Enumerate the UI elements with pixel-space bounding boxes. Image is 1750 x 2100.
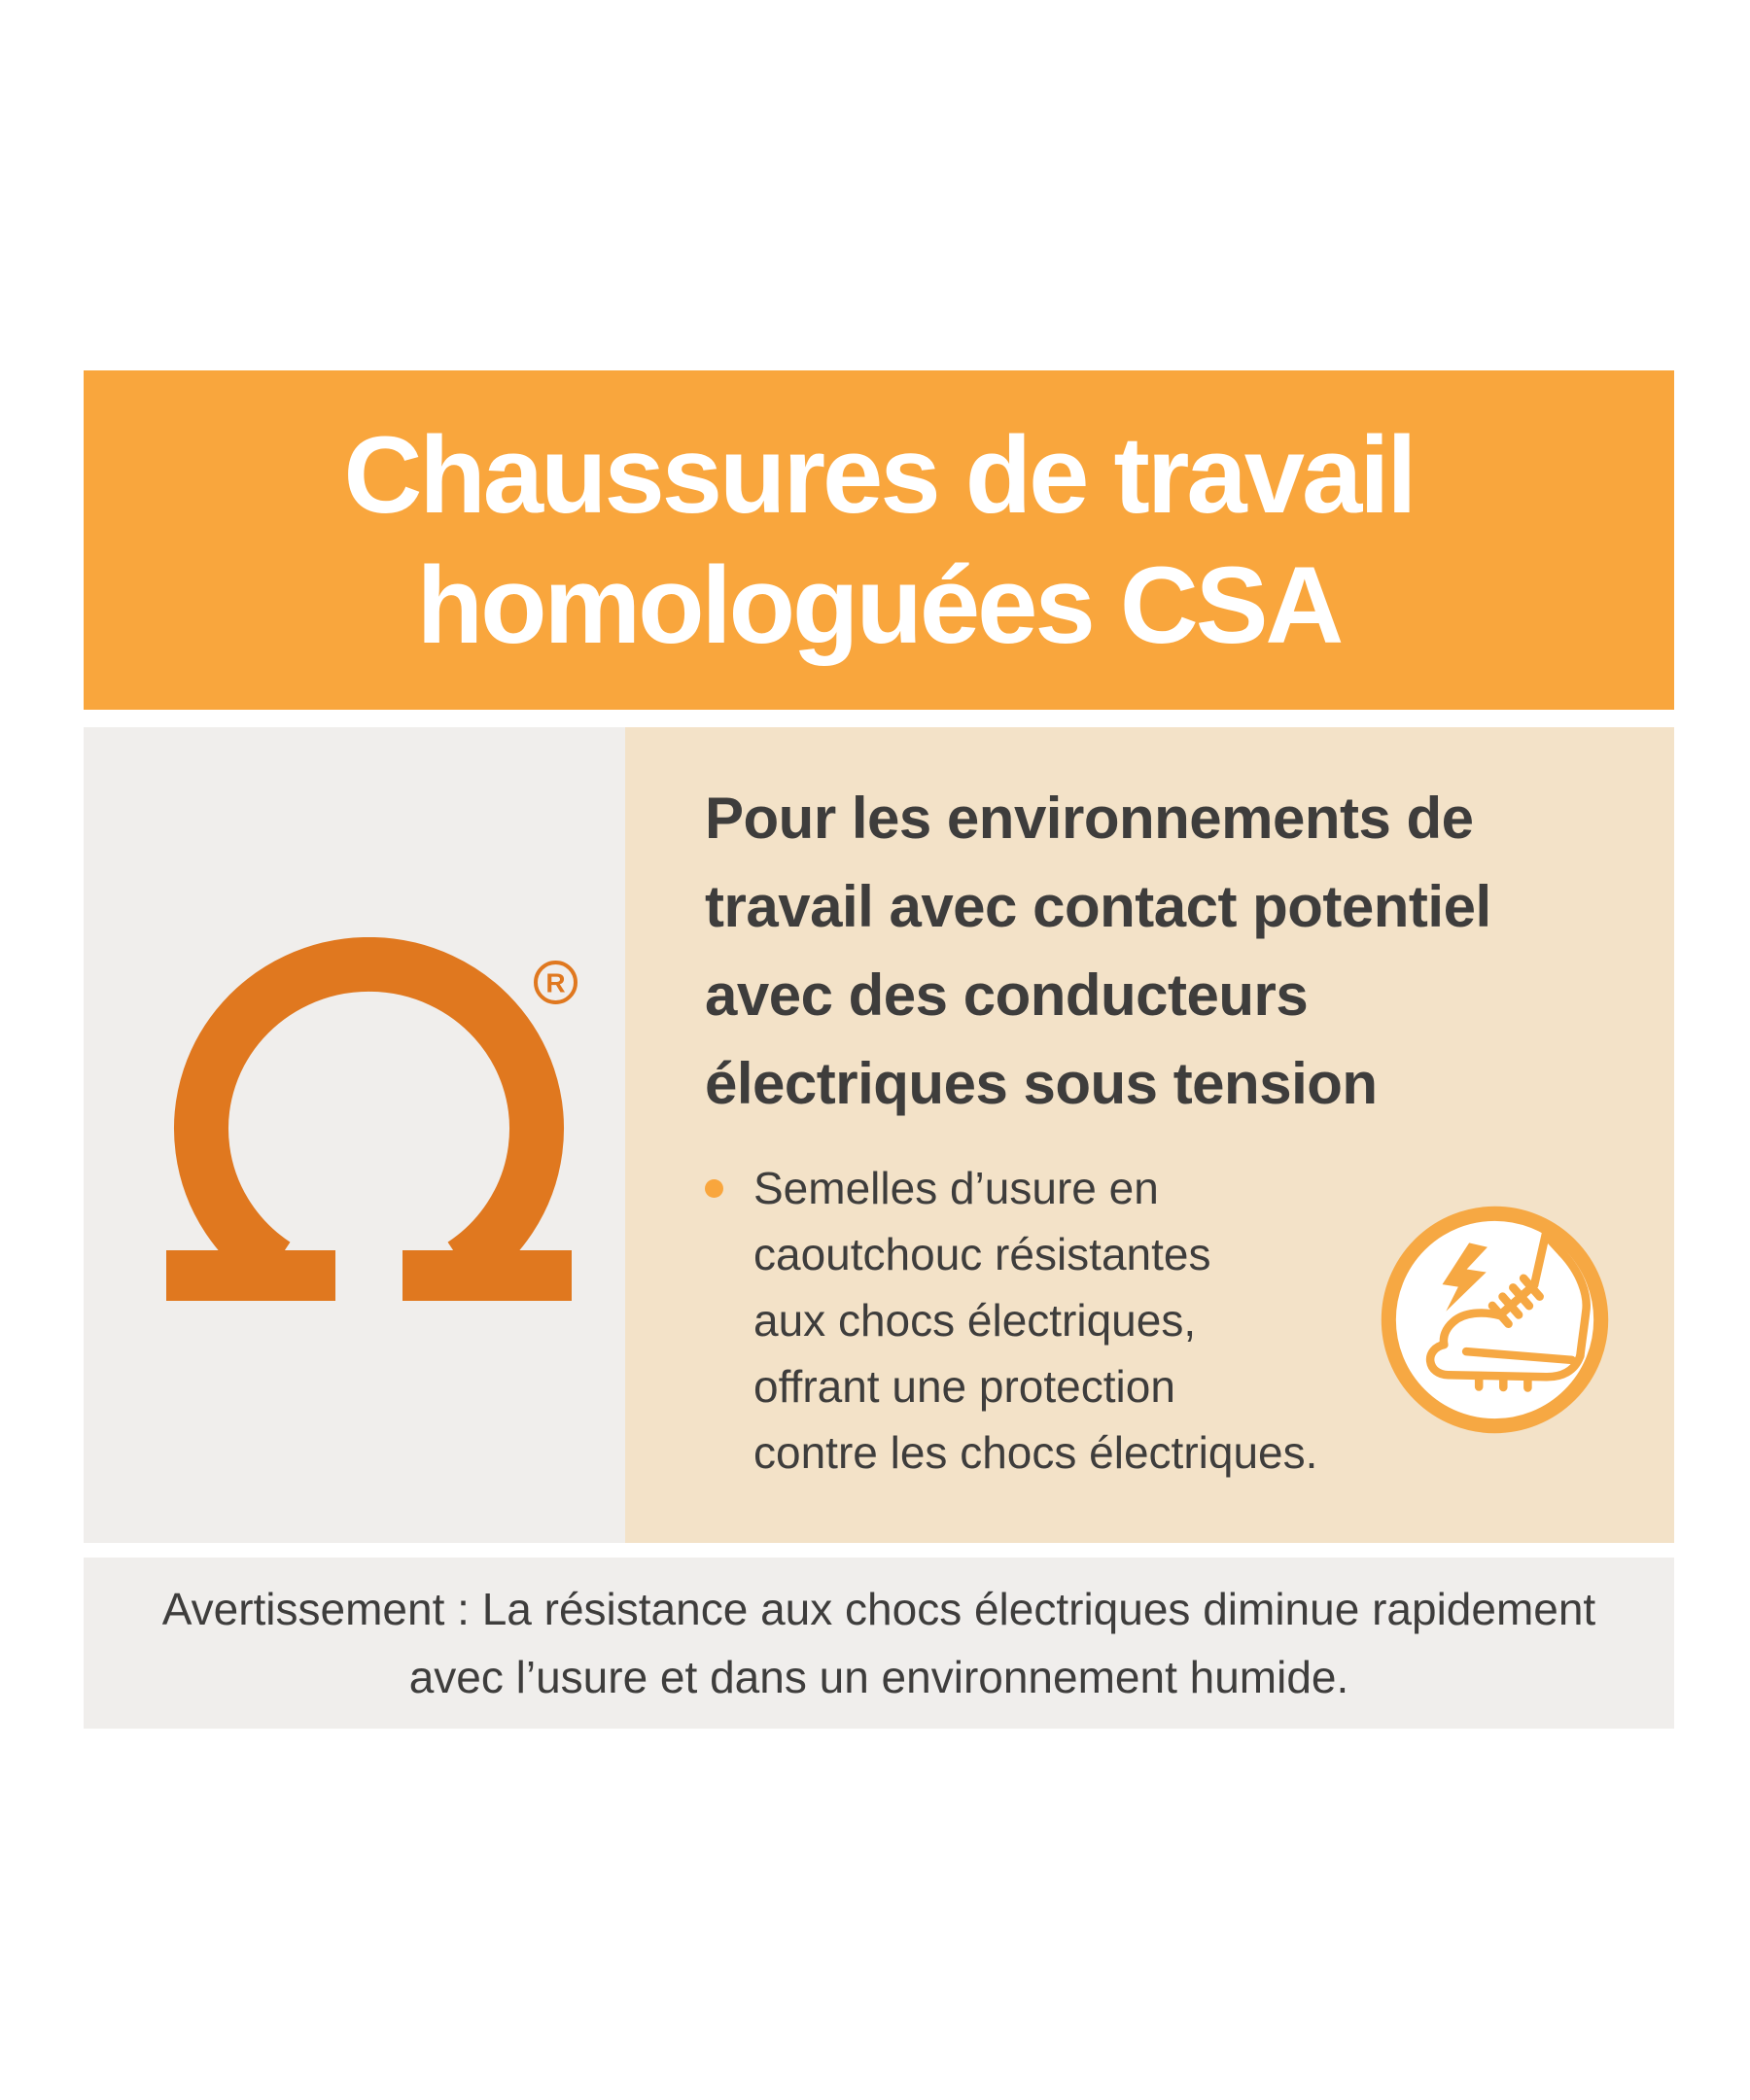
bullet-line: caoutchouc résistantes xyxy=(753,1229,1211,1279)
heading-line: électriques sous tension xyxy=(705,1051,1378,1116)
heading-line: Pour les environnements de xyxy=(705,786,1474,851)
panel-heading xyxy=(705,774,1674,1128)
badge-circle xyxy=(1388,1213,1600,1425)
bullet-text xyxy=(753,1155,1317,1486)
bullet-line: Semelles d’usure en xyxy=(753,1163,1159,1213)
bullet-line: offrant une protection xyxy=(753,1361,1175,1412)
heading-line: travail avec contact potentiel xyxy=(705,874,1491,939)
warning-line-2: avec l’usure et dans un environnement humide. xyxy=(408,1652,1349,1702)
content-panels xyxy=(84,727,1674,1543)
registered-trademark-icon xyxy=(533,960,578,1005)
title-band xyxy=(84,370,1674,710)
description-panel xyxy=(625,727,1674,1543)
bullet-line: aux chocs électriques, xyxy=(753,1295,1197,1346)
bullet-dot-icon xyxy=(705,1179,723,1198)
electric-shock-resistant-boot-icon xyxy=(1373,1198,1617,1442)
page-title-line-2: homologuées CSA xyxy=(416,543,1342,666)
warning-band xyxy=(84,1558,1674,1729)
logo-panel xyxy=(84,727,625,1543)
heading-line: avec des conducteurs xyxy=(705,962,1309,1028)
omega-logo-icon xyxy=(166,937,572,1301)
bullet-line: contre les chocs électriques. xyxy=(753,1427,1318,1478)
svg-text:R: R xyxy=(545,967,566,998)
page-title-line-1: Chaussures de travail xyxy=(343,413,1415,536)
warning-line-1: Avertissement : La résistance aux chocs électriques diminue rapidement xyxy=(161,1584,1596,1634)
